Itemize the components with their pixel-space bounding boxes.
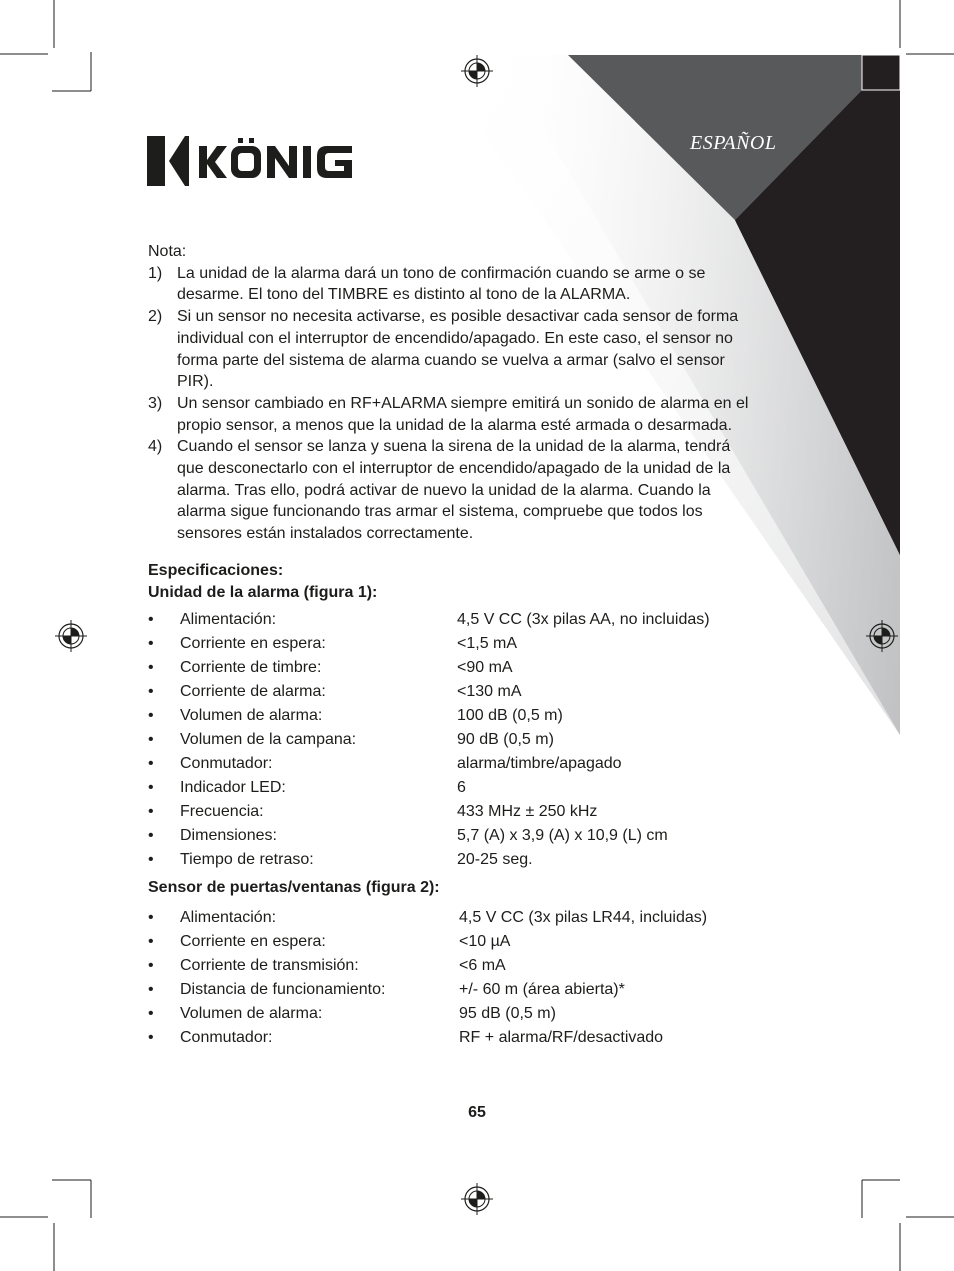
- konig-logo: [147, 134, 357, 190]
- door-sensor-spec-list: [148, 906, 758, 1050]
- bullet-icon: •: [148, 1004, 154, 1022]
- note-text: La unidad de la alarma dará un tono de confirmación cuando se arme o se desarme. El tono del TIMBRE es distinto al tono de la ALARMA.: [177, 264, 706, 304]
- spec-label: Corriente de timbre:: [180, 659, 322, 677]
- note-item: [148, 436, 758, 545]
- note-item: [148, 393, 758, 436]
- spec-value: <1,5 mA: [457, 635, 518, 653]
- spec-value: <6 mA: [459, 956, 506, 974]
- spec-row: [148, 1002, 758, 1026]
- note-item: [148, 306, 758, 393]
- spec-row: [148, 800, 758, 824]
- bullet-icon: •: [148, 755, 154, 773]
- bullet-icon: •: [148, 1028, 154, 1046]
- note-number: 1): [148, 264, 163, 282]
- bullet-icon: •: [148, 731, 154, 749]
- alarm-unit-title: Unidad de la alarma (figura 1):: [148, 583, 378, 601]
- spec-label: Conmutador:: [180, 1028, 273, 1046]
- spec-label: Volumen de alarma:: [180, 707, 323, 725]
- spec-value: +/- 60 m (área abierta)*: [459, 980, 625, 998]
- bullet-icon: •: [148, 659, 154, 677]
- spec-value: 4,5 V CC (3x pilas AA, no incluidas): [457, 611, 710, 629]
- spec-row: [148, 752, 758, 776]
- spec-row: [148, 656, 758, 680]
- bullet-icon: •: [148, 611, 154, 629]
- spec-label: Dimensiones:: [180, 827, 277, 845]
- spec-row: [148, 680, 758, 704]
- spec-row: [148, 824, 758, 848]
- bullet-icon: •: [148, 779, 154, 797]
- spec-label: Corriente en espera:: [180, 932, 326, 950]
- spec-label: Volumen de alarma:: [180, 1004, 323, 1022]
- spec-row: [148, 704, 758, 728]
- bullet-icon: •: [148, 827, 154, 845]
- bullet-icon: •: [148, 803, 154, 821]
- spec-value: 4,5 V CC (3x pilas LR44, incluidas): [459, 908, 708, 926]
- spec-row: [148, 776, 758, 800]
- spec-label: Corriente de alarma:: [180, 683, 326, 701]
- spec-row: [148, 608, 758, 632]
- bullet-icon: •: [148, 908, 154, 926]
- spec-row: [148, 632, 758, 656]
- alarm-unit-spec-list: [148, 608, 758, 872]
- spec-value: alarma/timbre/apagado: [457, 755, 622, 773]
- spec-label: Frecuencia:: [180, 803, 264, 821]
- spec-label: Corriente de transmisión:: [180, 956, 359, 974]
- spec-row: [148, 930, 758, 954]
- note-item: [148, 263, 758, 306]
- bullet-icon: •: [148, 980, 154, 998]
- spec-value: <90 mA: [457, 659, 513, 677]
- spec-row: [148, 978, 758, 1002]
- spec-label: Tiempo de retraso:: [180, 851, 314, 869]
- spec-label: Distancia de funcionamiento:: [180, 980, 386, 998]
- spec-value: 433 MHz ± 250 kHz: [457, 803, 598, 821]
- spec-row: [148, 954, 758, 978]
- note-number: 4): [148, 438, 163, 456]
- spec-value: 90 dB (0,5 m): [457, 731, 554, 749]
- bullet-icon: •: [148, 683, 154, 701]
- spec-value: <130 mA: [457, 683, 522, 701]
- spec-label: Volumen de la campana:: [180, 731, 357, 749]
- spec-label: Alimentación:: [180, 611, 277, 629]
- registration-mark-bottom: [461, 1183, 493, 1215]
- note-number: 2): [148, 308, 163, 326]
- bullet-icon: •: [148, 932, 154, 950]
- spec-value: 6: [457, 779, 466, 797]
- spec-row: [148, 906, 758, 930]
- door-sensor-title: Sensor de puertas/ventanas (figura 2):: [148, 879, 440, 897]
- spec-value: RF + alarma/RF/desactivado: [459, 1028, 664, 1046]
- bullet-icon: •: [148, 635, 154, 653]
- note-number: 3): [148, 394, 163, 412]
- registration-mark-left: [55, 620, 87, 652]
- spec-value: 95 dB (0,5 m): [459, 1004, 556, 1022]
- page-number: 65: [468, 1104, 486, 1121]
- notes-title: Nota:: [148, 243, 187, 260]
- language-label: ESPAÑOL: [690, 132, 777, 154]
- spec-value: 5,7 (A) x 3,9 (A) x 10,9 (L) cm: [457, 827, 668, 845]
- notes-list: [148, 263, 758, 545]
- spec-value: 100 dB (0,5 m): [457, 707, 563, 725]
- bullet-icon: •: [148, 956, 154, 974]
- spec-label: Corriente en espera:: [180, 635, 326, 653]
- bullet-icon: •: [148, 851, 154, 869]
- bullet-icon: •: [148, 707, 154, 725]
- spec-value: <10 µA: [459, 932, 511, 950]
- page-content: [148, 241, 758, 1050]
- note-text: Cuando el sensor se lanza y suena la sirena de la unidad de la alarma, tendrá que desconectarlo con el interruptor de encendido/apagado de la unidad de la alarma. Tras ello, podrá activar de nuevo la unidad de la alarma. Cuando la alarma sigue funcionando tras armar el sistema, compruebe que todos los sensores están instalados correctamente.: [177, 438, 731, 543]
- spec-label: Conmutador:: [180, 755, 273, 773]
- specs-title: Especificaciones:: [148, 561, 284, 579]
- spec-value: 20-25 seg.: [457, 851, 533, 869]
- spec-row: [148, 728, 758, 752]
- note-text: Si un sensor no necesita activarse, es posible desactivar cada sensor de forma individual con el interruptor de encendido/apagado. En este caso, el sensor no forma parte del sistema de alarma cuando se vuelva a armar (salvo el sensor PIR).: [177, 308, 739, 391]
- spec-label: Indicador LED:: [180, 779, 286, 797]
- spec-row: [148, 848, 758, 872]
- spec-label: Alimentación:: [180, 908, 277, 926]
- note-text: Un sensor cambiado en RF+ALARMA siempre emitirá un sonido de alarma en el propio sensor, a menos que la unidad de la alarma esté armada o desarmada.: [177, 394, 749, 434]
- spec-row: [148, 1026, 758, 1050]
